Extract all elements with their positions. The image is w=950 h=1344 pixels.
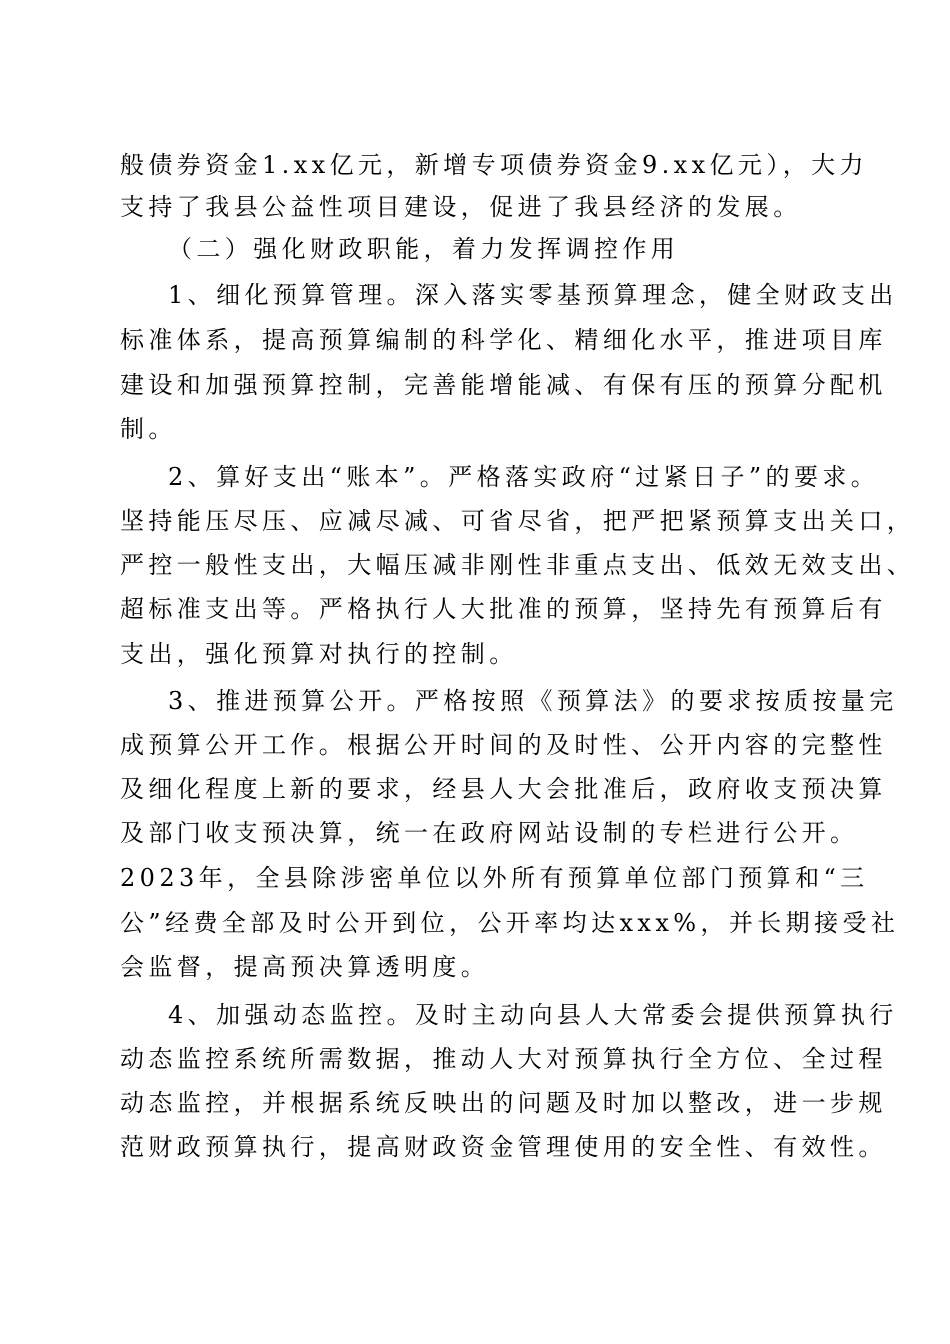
body-text-line: 般债券资金1.xx亿元，新增专项债券资金9.xx亿元），大力: [120, 151, 868, 179]
section-heading: （二）强化财政职能，着力发挥调控作用: [168, 235, 680, 263]
body-text-line: 建设和加强预算控制，完善能增能减、有保有压的预算分配机: [120, 371, 887, 399]
body-text-line: 制。: [120, 415, 177, 443]
body-text-line: 会监督，提高预决算透明度。: [120, 953, 490, 981]
body-text-line: 及细化程度上新的要求，经县人大会批准后，政府收支预决算: [120, 775, 887, 803]
body-text-line: 动态监控，并根据系统反映出的问题及时加以整改，进一步规: [120, 1089, 887, 1117]
body-text-line: 2023年，全县除涉密单位以外所有预算单位部门预算和“三: [120, 864, 869, 892]
body-text-line: 动态监控系统所需数据，推动人大对预算执行全方位、全过程: [120, 1045, 887, 1073]
body-text-line: 1、细化预算管理。深入落实零基预算理念，健全财政支出: [168, 281, 898, 309]
body-text-line: 公”经费全部及时公开到位，公开率均达xxx%，并长期接受社: [120, 909, 900, 937]
body-text-line: 范财政预算执行，提高财政资金管理使用的安全性、有效性。: [120, 1133, 887, 1161]
body-text-line: 及部门收支预决算，统一在政府网站设制的专栏进行公开。: [120, 819, 859, 847]
body-text-line: 坚持能压尽压、应减尽减、可省尽省，把严把紧预算支出关口，: [120, 507, 916, 535]
body-text-line: 2、算好支出“账本”。严格落实政府“过紧日子”的要求。: [168, 463, 880, 491]
body-text-line: 严控一般性支出，大幅压减非刚性非重点支出、低效无效支出、: [120, 551, 916, 579]
body-text-line: 3、推进预算公开。严格按照《预算法》的要求按质按量完: [168, 687, 898, 715]
body-text-line: 支出，强化预算对执行的控制。: [120, 640, 518, 668]
body-text-line: 标准体系，提高预算编制的科学化、精细化水平，推进项目库: [120, 326, 887, 354]
body-text-line: 超标准支出等。严格执行人大批准的预算，坚持先有预算后有: [120, 595, 887, 623]
body-text-line: 成预算公开工作。根据公开时间的及时性、公开内容的完整性: [120, 731, 887, 759]
body-text-line: 4、加强动态监控。及时主动向县人大常委会提供预算执行: [168, 1001, 898, 1029]
body-text-line: 支持了我县公益性项目建设，促进了我县经济的发展。: [120, 193, 802, 221]
